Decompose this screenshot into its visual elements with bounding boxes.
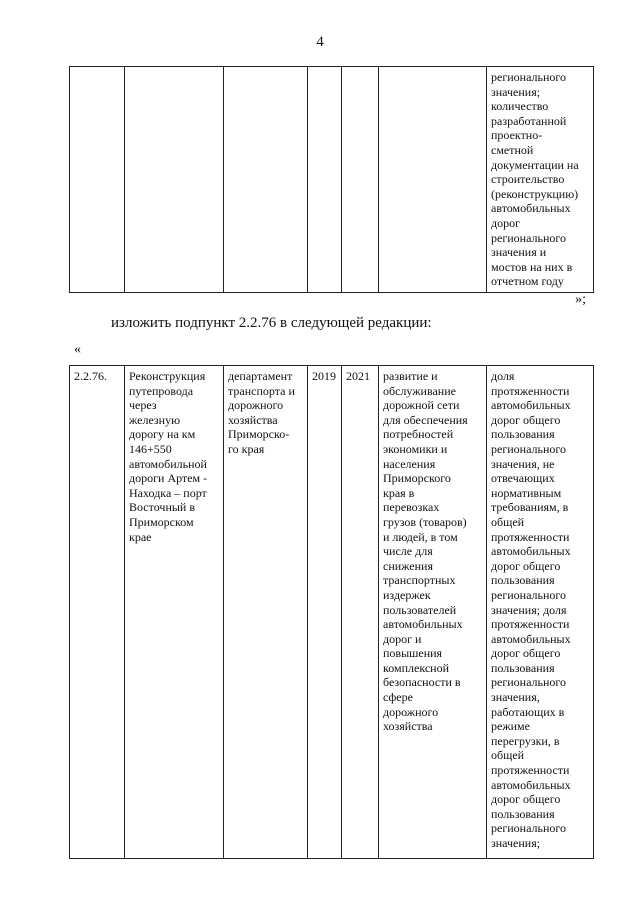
result-text-line: края в	[383, 485, 415, 500]
cell-result	[379, 67, 487, 293]
result-text-line: числе для	[383, 544, 433, 559]
result-text-line: и людей, в том	[383, 529, 458, 544]
indicator-text-line: мостов на них в	[491, 259, 573, 274]
indicator-text-line: пользования	[491, 660, 555, 675]
cell-end-year	[342, 366, 379, 859]
item-number: 2.2.76.	[74, 369, 107, 383]
indicator-text-line: автомобильных	[491, 777, 571, 792]
result-text-line: для обеспечения	[383, 412, 468, 427]
indicator-text-line: общей	[491, 514, 525, 529]
cell-number	[70, 67, 125, 293]
indicator-text-line: проектно-	[491, 128, 543, 143]
indicator-text-line: регионального	[491, 441, 567, 456]
table-row	[70, 366, 594, 859]
cell-start-year	[308, 67, 342, 293]
cell-name	[125, 366, 224, 859]
name-text-line: 146+550	[129, 441, 172, 456]
opening-quote: «	[74, 342, 81, 357]
name-text-line: путепровода	[129, 383, 194, 398]
indicator-text-line: разработанной	[491, 113, 567, 128]
indicator-text-line: протяженности	[491, 617, 570, 632]
cell-end-year	[342, 67, 379, 293]
indicator-text-line: значения;	[491, 836, 541, 850]
item-2-2-76-table	[69, 365, 594, 859]
result-text-line: хозяйства	[383, 719, 433, 734]
cell-start-year	[308, 366, 342, 859]
indicator-text-line: значения,	[491, 690, 540, 705]
closing-quote: »;	[575, 292, 586, 307]
indicator-text-line: режиме	[491, 719, 530, 734]
executor-text-line: дорожного	[228, 398, 284, 413]
executor-text-line: го края	[228, 441, 265, 456]
result-text-line: грузов (товаров)	[383, 514, 467, 529]
indicator-text-line: значения, не	[491, 456, 555, 471]
executor-text-line: Приморско-	[228, 427, 290, 442]
indicator-text-line: дорог общего	[491, 412, 561, 427]
end-year: 2021	[346, 369, 370, 383]
cell-number	[70, 366, 125, 859]
result-text-line: сфере	[383, 690, 413, 705]
indicator-text-line: значения; доля	[491, 602, 567, 617]
table-row	[70, 67, 594, 293]
indicator-text-line: регионального	[491, 70, 567, 84]
indicator-text-line: регионального	[491, 587, 567, 602]
indicator-text-line: регионального	[491, 821, 567, 836]
cell-indicator	[487, 67, 594, 293]
executor-text-line: хозяйства	[228, 412, 278, 427]
name-text-line: автомобильной	[129, 456, 207, 471]
result-text-line: повышения	[383, 646, 443, 661]
name-text-line: крае	[129, 529, 152, 544]
indicator-text-line: строительство	[491, 172, 565, 187]
indicator-text-line: количество	[491, 99, 549, 114]
name-text-line: Приморском	[129, 514, 194, 529]
result-text-line: комплексной	[383, 660, 450, 675]
indicator-text-line: отчетном году	[491, 274, 564, 289]
indicator-text-line: работающих в	[491, 704, 565, 719]
name-text-line: железную	[129, 412, 181, 427]
result-text-line: транспортных	[383, 573, 456, 588]
indicator-text-line: протяженности	[491, 383, 570, 398]
name-text-line: дорогу на км	[129, 427, 196, 442]
indicator-text-line: дорог общего	[491, 646, 561, 661]
result-text-line: снижения	[383, 558, 433, 573]
indicator-text-line: автомобильных	[491, 398, 571, 413]
indicator-text-line: пользования	[491, 427, 555, 442]
indicator-text-line: требованиям, в	[491, 500, 569, 515]
executor-text-line: транспорта и	[228, 383, 295, 398]
result-text-line: автомобильных	[383, 617, 463, 632]
cell-executor	[224, 67, 308, 293]
cell-result	[379, 366, 487, 859]
indicator-text-line: общей	[491, 748, 525, 763]
result-text-line: дорожного	[383, 704, 439, 719]
result-text-line: Приморского	[383, 471, 451, 486]
indicator-text-line: дорог общего	[491, 558, 561, 573]
indicator-text-line: регионального	[491, 675, 567, 690]
indicator-text-line: нормативным	[491, 485, 562, 500]
result-text-line: экономики и	[383, 441, 448, 456]
result-text-line: обслуживание	[383, 383, 456, 398]
indicator-text-line: регионального	[491, 230, 567, 245]
result-text-line: развитие и	[383, 369, 438, 383]
name-text-line: дороги Артем -	[129, 471, 208, 486]
indicator-text-line: дорог общего	[491, 792, 561, 807]
indicator-text-line: пользования	[491, 573, 555, 588]
result-text-line: издержек	[383, 587, 431, 602]
name-text-line: Находка – порт	[129, 485, 207, 500]
name-text-line: Восточный в	[129, 500, 196, 515]
indicator-text-line: протяженности	[491, 763, 570, 778]
indicator-text-line: документации на	[491, 157, 579, 172]
page-number: 4	[316, 34, 324, 50]
instruction-text: изложить подпункт 2.2.76 в следующей редакции:	[111, 315, 432, 331]
indicator-text-line: отвечающих	[491, 471, 555, 486]
indicator-text-line: дорог	[491, 215, 521, 230]
indicator-text-line: значения и	[491, 245, 547, 260]
indicator-text-line: автомобильных	[491, 631, 571, 646]
indicator-text-line: протяженности	[491, 529, 570, 544]
result-text-line: потребностей	[383, 427, 454, 442]
result-text-line: населения	[383, 456, 436, 471]
name-text-line: через	[129, 398, 157, 413]
result-text-line: дорожной сети	[383, 398, 460, 413]
indicator-text-line: пользования	[491, 806, 555, 821]
name-text-line: Реконструкция	[129, 369, 206, 383]
indicator-text-line: перегрузки, в	[491, 733, 560, 748]
cell-indicator	[487, 366, 594, 859]
indicator-text-line: (реконструкцию)	[491, 186, 579, 201]
indicator-text-line: значения;	[491, 84, 541, 99]
indicator-text-line: автомобильных	[491, 544, 571, 559]
indicator-text-line: автомобильных	[491, 201, 571, 216]
result-text-line: безопасности в	[383, 675, 461, 690]
executor-text-line: департамент	[228, 369, 293, 383]
indicator-text-line: сметной	[491, 142, 534, 157]
result-text-line: пользователей	[383, 602, 457, 617]
previous-item-table	[69, 66, 594, 293]
cell-name	[125, 67, 224, 293]
cell-executor	[224, 366, 308, 859]
indicator-text-line: доля	[491, 369, 515, 383]
result-text-line: перевозках	[383, 500, 440, 515]
start-year: 2019	[312, 369, 336, 383]
result-text-line: дорог и	[383, 631, 422, 646]
